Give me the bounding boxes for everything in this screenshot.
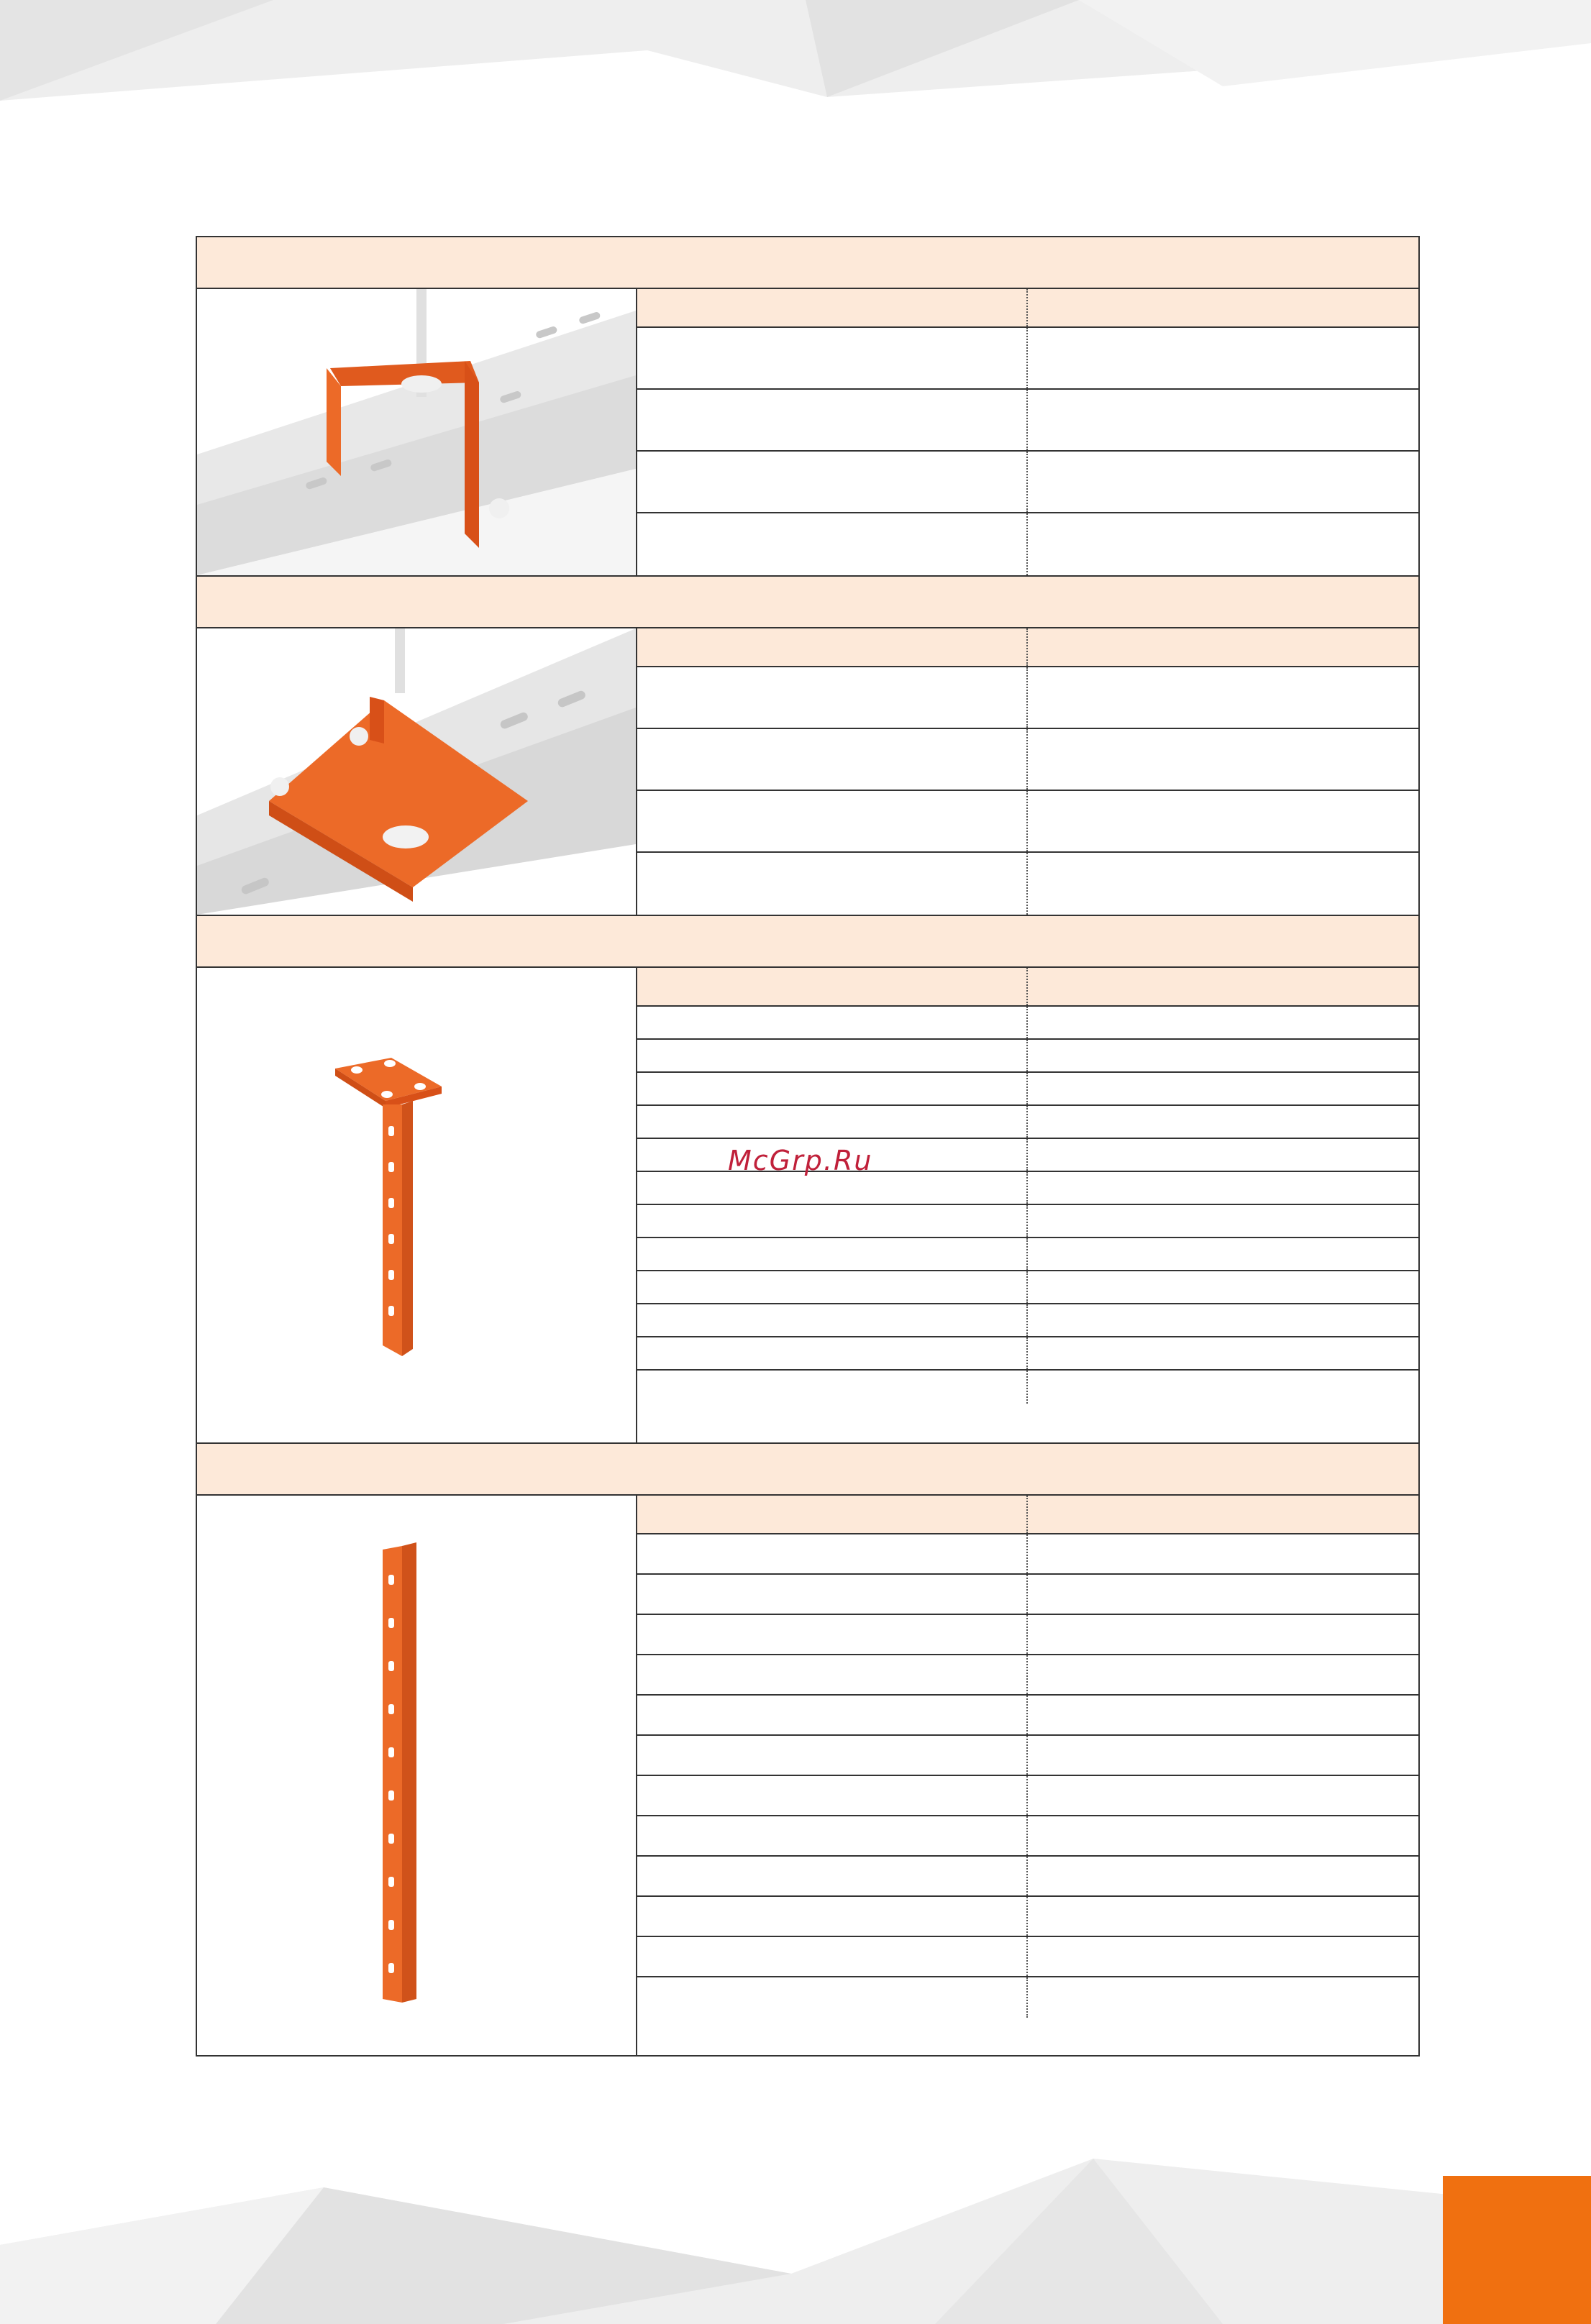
table-row (637, 1696, 1418, 1736)
table-row (637, 513, 1418, 575)
table-row (637, 853, 1418, 915)
top-decoration (0, 0, 1591, 115)
table-row (637, 667, 1418, 729)
table-row (637, 1977, 1418, 2018)
section-4-spec-table (637, 1496, 1418, 2055)
table-row (637, 1534, 1418, 1575)
table-row (637, 452, 1418, 513)
table-row (637, 1073, 1418, 1106)
table-row (637, 729, 1418, 791)
section-3-header (197, 916, 1418, 968)
table-row (637, 1238, 1418, 1271)
hanger-bracket-image (197, 289, 637, 575)
table-row (637, 1271, 1418, 1304)
table-header-row (637, 968, 1418, 1007)
table-row (637, 1937, 1418, 1977)
page-corner-tab (1443, 2176, 1591, 2324)
section-1-body (197, 289, 1418, 577)
section-2-body (197, 628, 1418, 916)
section-1-spec-table (637, 289, 1418, 575)
table-row (637, 390, 1418, 452)
table-row (637, 1776, 1418, 1816)
section-2-spec-table (637, 628, 1418, 915)
table-row (637, 791, 1418, 853)
table-row (637, 1040, 1418, 1073)
section-3-spec-table (637, 968, 1418, 1442)
ceiling-post-image (197, 968, 637, 1442)
table-row (637, 1575, 1418, 1615)
table-row (637, 1655, 1418, 1696)
table-row (637, 1337, 1418, 1371)
table-row (637, 1205, 1418, 1238)
section-1-header (197, 237, 1418, 289)
table-row (637, 1897, 1418, 1937)
table-row (637, 328, 1418, 390)
section-4-header (197, 1444, 1418, 1496)
table-row (637, 1816, 1418, 1857)
table-row (637, 1615, 1418, 1655)
section-2-header (197, 577, 1418, 628)
section-3-body (197, 968, 1418, 1444)
watermark: McGrp.Ru (728, 1145, 873, 1176)
table-row (637, 1736, 1418, 1776)
table-row (637, 1304, 1418, 1337)
table-row (637, 1106, 1418, 1139)
table-row (637, 1857, 1418, 1897)
table-header-row (637, 289, 1418, 328)
table-header-row (637, 628, 1418, 667)
section-4-body (197, 1496, 1418, 2055)
table-row (637, 1007, 1418, 1040)
table-row (637, 1172, 1418, 1205)
perforated-post-image (197, 1496, 637, 2055)
hanger-plate-image (197, 628, 637, 915)
bottom-decoration (0, 2130, 1591, 2324)
table-row (637, 1371, 1418, 1404)
table-header-row (637, 1496, 1418, 1534)
